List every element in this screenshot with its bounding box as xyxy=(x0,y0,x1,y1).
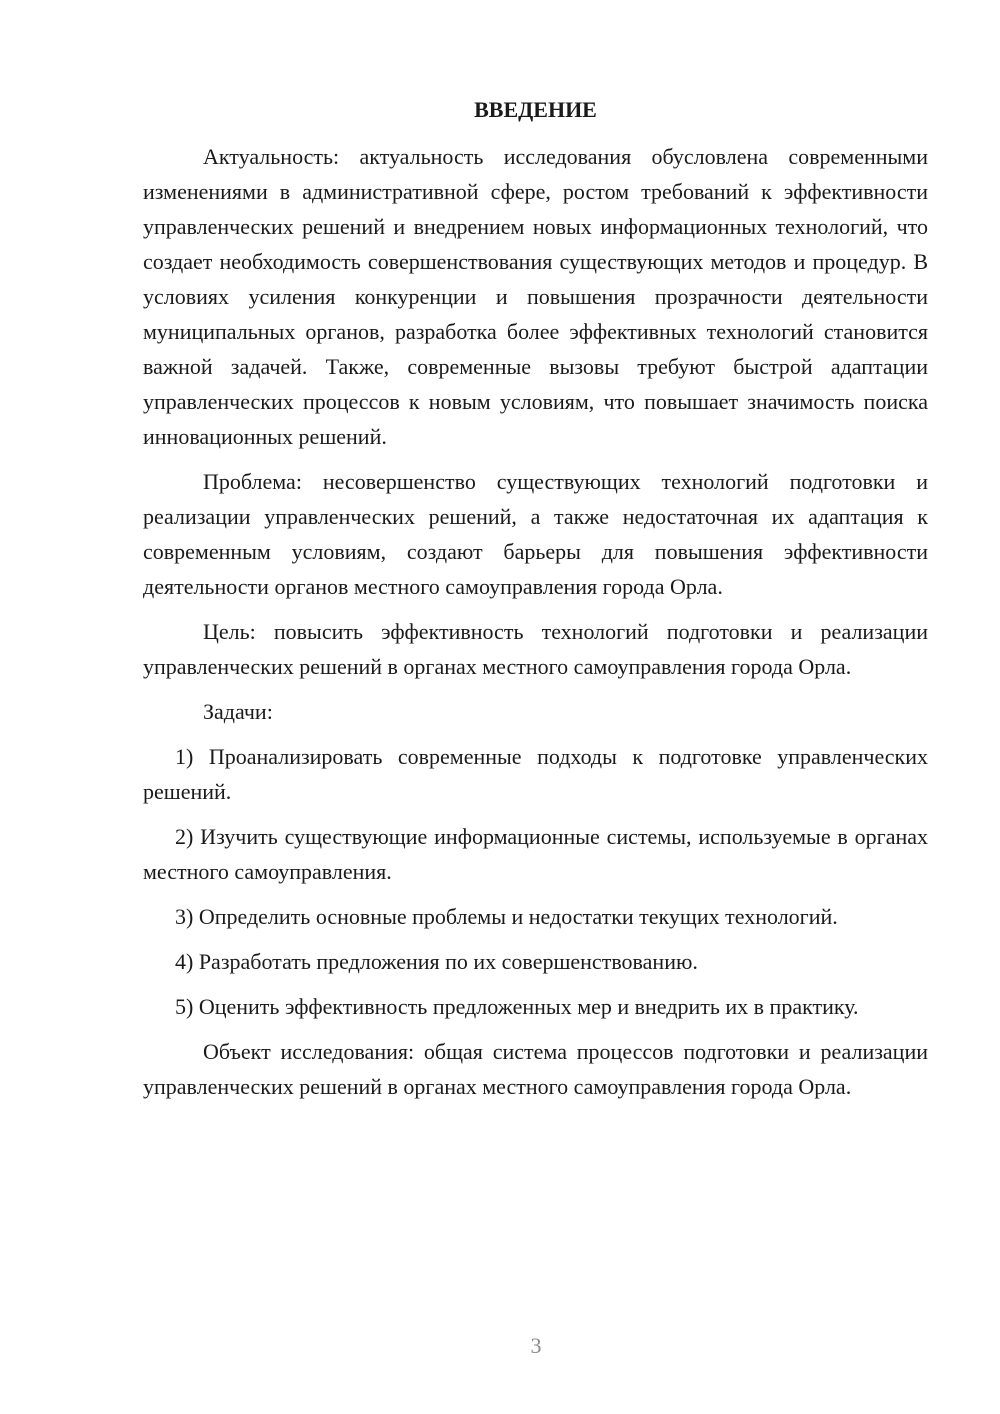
page-number: 3 xyxy=(530,1333,542,1358)
task-item-5: 5) Оценить эффективность предложенных мер и внедрить их в практику. xyxy=(175,994,859,1019)
task-item-2: 2) Изучить существующие информационные системы, используемые в органах местного самоуправления. xyxy=(143,824,928,884)
task-list xyxy=(143,739,928,1024)
page-title: ВВЕДЕНИЕ xyxy=(474,97,597,122)
task-item-1: 1) Проанализировать современные подходы к подготовке управленческих решений. xyxy=(143,744,928,804)
relevance-paragraph: Актуальность: актуальность исследования обусловлена современными изменениями в административной сфере, ростом требований к эффективности управленческих решений и внедрением новых информационных технологий, что создает необходимость совершенствования существующих методов и процедур. В условиях усиления конкуренции и повышения прозрачности деятельности муниципальных органов, разработка более эффективных технологий становится важной задачей. Также, современные вызовы требуют быстрой адаптации управленческих процессов к новым условиям, что повышает значимость поиска инновационных решений. xyxy=(143,144,928,449)
document-page xyxy=(143,92,928,1114)
problem-paragraph: Проблема: несовершенство существующих технологий подготовки и реализации управленческих решений, а также недостаточная их адаптация к современным условиям, создают барьеры для повышения эффективности деятельности органов местного самоуправления города Орла. xyxy=(143,469,928,599)
object-paragraph: Объект исследования: общая система процессов подготовки и реализации управленческих решений в органах местного самоуправления города Орла. xyxy=(143,1039,928,1099)
tasks-heading: Задачи: xyxy=(203,699,273,724)
goal-paragraph: Цель: повысить эффективность технологий подготовки и реализации управленческих решений в органах местного самоуправления города Орла. xyxy=(143,619,928,679)
task-item-4: 4) Разработать предложения по их совершенствованию. xyxy=(175,949,698,974)
task-item-3: 3) Определить основные проблемы и недостатки текущих технологий. xyxy=(175,904,838,929)
